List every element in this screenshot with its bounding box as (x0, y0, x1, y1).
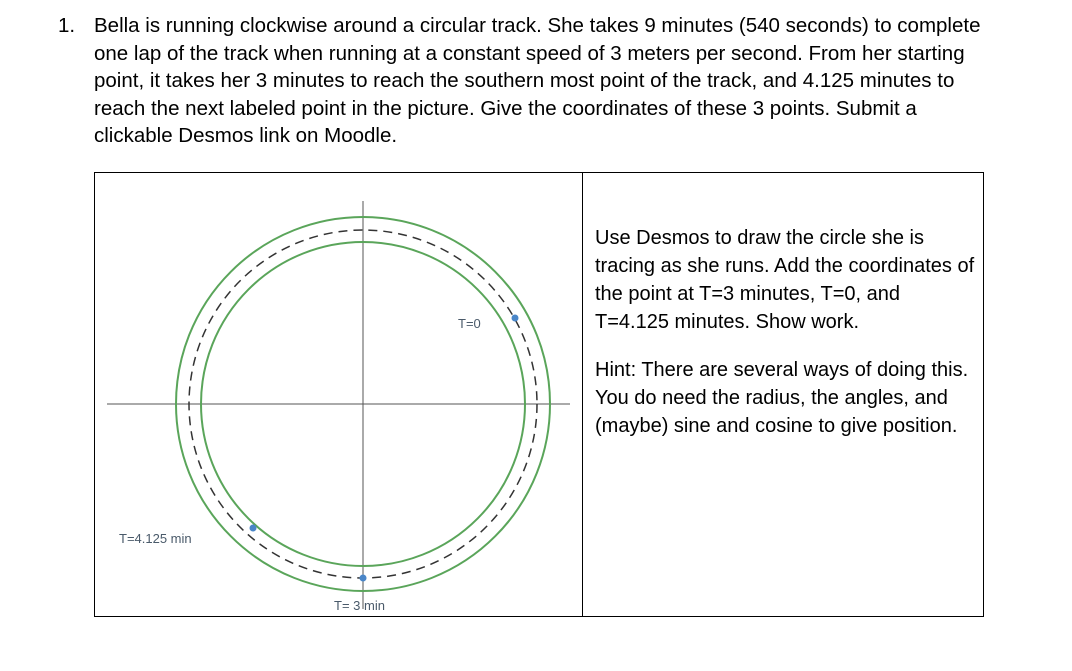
track-figure (95, 173, 582, 616)
point-t3 (360, 575, 367, 582)
label-t4125: T=4.125 min (119, 531, 192, 546)
table-divider (582, 173, 583, 616)
hint-text: Hint: There are several ways of doing this. You do need the radius, the angles, and (maybe) sine and cosine to give position. (595, 359, 969, 437)
problem-number: 1. (58, 14, 76, 37)
instructions-text: Use Desmos to draw the circle she is tracing as she runs. Add the coordinates of the point at T=3 minutes, T=0, and T=4.125 minutes. Show work. (595, 227, 975, 333)
track-diagram (95, 173, 582, 616)
point-t4125 (250, 525, 257, 532)
label-t3: T= 3 min (334, 598, 385, 613)
problem-table (94, 172, 984, 617)
point-t0 (512, 315, 519, 322)
problem-text: Bella is running clockwise around a circular track. She takes 9 minutes (540 seconds) to complete one lap of the track when running at a constant speed of 3 meters per second. From her starting point, it takes her 3 minutes to reach the southern most point of the track, and 4.125 minutes to reach the next labeled point in the picture. Give the coordinates of these 3 points. Submit a clickable Desmos link on Moodle. (94, 14, 981, 147)
label-t0: T=0 (458, 316, 481, 331)
